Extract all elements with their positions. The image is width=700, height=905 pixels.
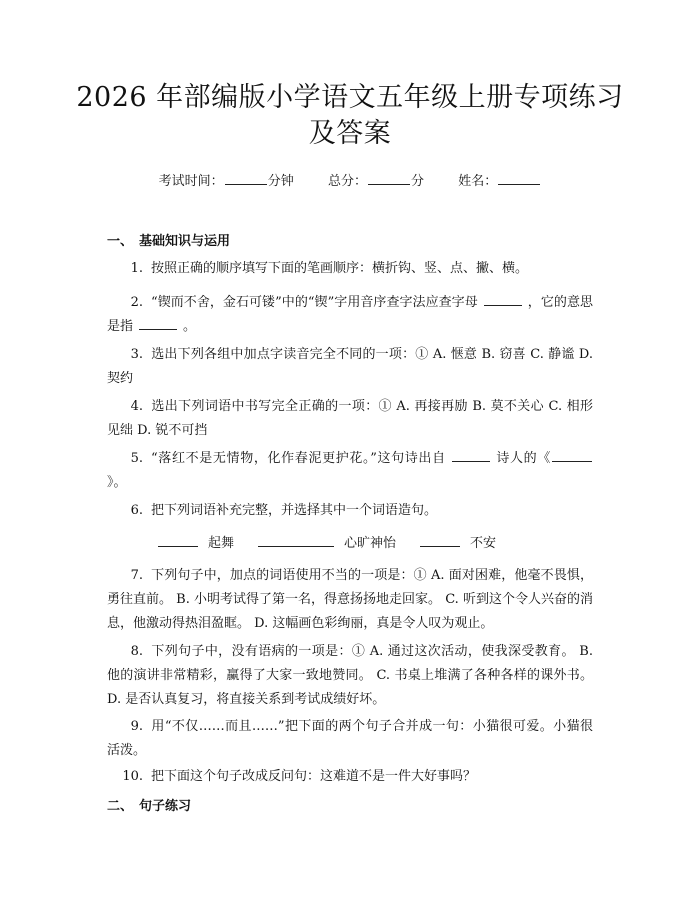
page-title-line2: 及答案 (308, 118, 392, 149)
answer-blank[interactable] (452, 449, 490, 462)
question-text: 把下列词语补充完整，并选择其中一个词语造句。 (151, 503, 438, 518)
question-4 (107, 395, 593, 443)
question-text: 下列句子中，没有语病的一项是：① A. 通过这次活动，使我深受教育。 B. 他的演讲非常精彩，赢得了大家一致地赞同。 C. 书桌上堆满了各种各样的课外书。 D. 是否认真复习，将直接关系到考试成绩好坏。 (107, 644, 593, 707)
question-7 (107, 564, 593, 636)
question-number: 9. (130, 719, 143, 734)
question-text: 诗人的《 (495, 451, 551, 466)
question-text: “锲而不舍，金石可镂”中的“锲”字用音序查字法应查字母 (151, 295, 478, 310)
answer-blank[interactable] (552, 449, 592, 462)
question-number: 4. (130, 399, 143, 414)
section-number: 二、 (107, 799, 134, 814)
question-text: “落红不是无情物，化作春泥更护花。”这句诗出自 (151, 451, 446, 466)
section-heading (107, 230, 230, 249)
exam-meta (0, 170, 700, 189)
name-label: 姓名： (458, 174, 498, 189)
question-text: 选出下列各组中加点字读音完全不同的一项：① A. 惬意 B. 窃喜 C. 静谧 D. 契约 (107, 347, 593, 386)
time-blank (225, 172, 267, 185)
question-text: 选出下列词语中书写完全正确的一项：① A. 再接再励 B. 莫不关心 C. 相形见绌 D. 锐不可挡 (107, 399, 593, 438)
question-text: 按照正确的顺序填写下面的笔画顺序：横折钩、竖、点、撇、横。 (151, 261, 529, 276)
question-1 (107, 257, 593, 281)
answer-blank[interactable] (420, 534, 460, 547)
section-title: 句子练习 (139, 799, 192, 814)
question-9 (107, 715, 593, 763)
score-label: 总分： (327, 174, 367, 189)
answer-blank[interactable] (139, 317, 177, 330)
question-8 (107, 640, 593, 712)
question-number: 2. (130, 295, 143, 310)
word-fragment: 心旷神怡 (344, 536, 397, 551)
question-text: 下列句子中，加点的词语使用不当的一项是：① A. 面对困难，他毫不畏惧，勇往直前。 B. 小明考试得了第一名，得意扬扬地走回家。 C. 听到这个令人兴奋的消息，他激动得热泪盈眶。 D. 这幅画色彩绚丽，真是令人叹为观止。 (107, 568, 593, 631)
name-blank (498, 172, 540, 185)
word-completion-line (158, 532, 506, 556)
question-text: 把下面这个句子改成反问句：这难道不是一件大好事吗？ (151, 769, 477, 784)
score-blank (368, 172, 410, 185)
answer-blank[interactable] (484, 293, 522, 306)
question-text: 。 (183, 319, 197, 334)
question-number: 10. (122, 769, 143, 784)
question-number: 8. (130, 644, 143, 659)
section-heading (107, 795, 191, 814)
question-3 (107, 343, 593, 391)
time-label: 考试时间： (158, 174, 224, 189)
question-6 (107, 499, 593, 523)
page-title-line1: 2026 年部编版小学语文五年级上册专项练习 (76, 82, 624, 113)
word-fragment: 起舞 (208, 536, 235, 551)
question-5 (107, 447, 593, 495)
section-number: 一、 (107, 234, 134, 249)
answer-blank[interactable] (258, 534, 334, 547)
question-text: 用“不仅……而且……”把下面的两个句子合并成一句：小猫很可爱。小猫很活泼。 (107, 719, 593, 758)
question-text: 》。 (107, 475, 127, 490)
question-number: 3. (130, 347, 143, 362)
question-number: 5. (130, 451, 143, 466)
word-fragment: 不安 (470, 536, 497, 551)
answer-blank[interactable] (158, 534, 198, 547)
score-unit: 分 (411, 174, 425, 189)
question-10 (107, 765, 593, 789)
section-title: 基础知识与运用 (139, 234, 231, 249)
question-number: 1. (130, 261, 143, 276)
time-unit: 分钟 (267, 174, 294, 189)
question-2 (107, 291, 593, 339)
question-text: ，它的意思是指 (107, 295, 593, 334)
question-number: 6. (130, 503, 143, 518)
question-number: 7. (130, 568, 143, 583)
